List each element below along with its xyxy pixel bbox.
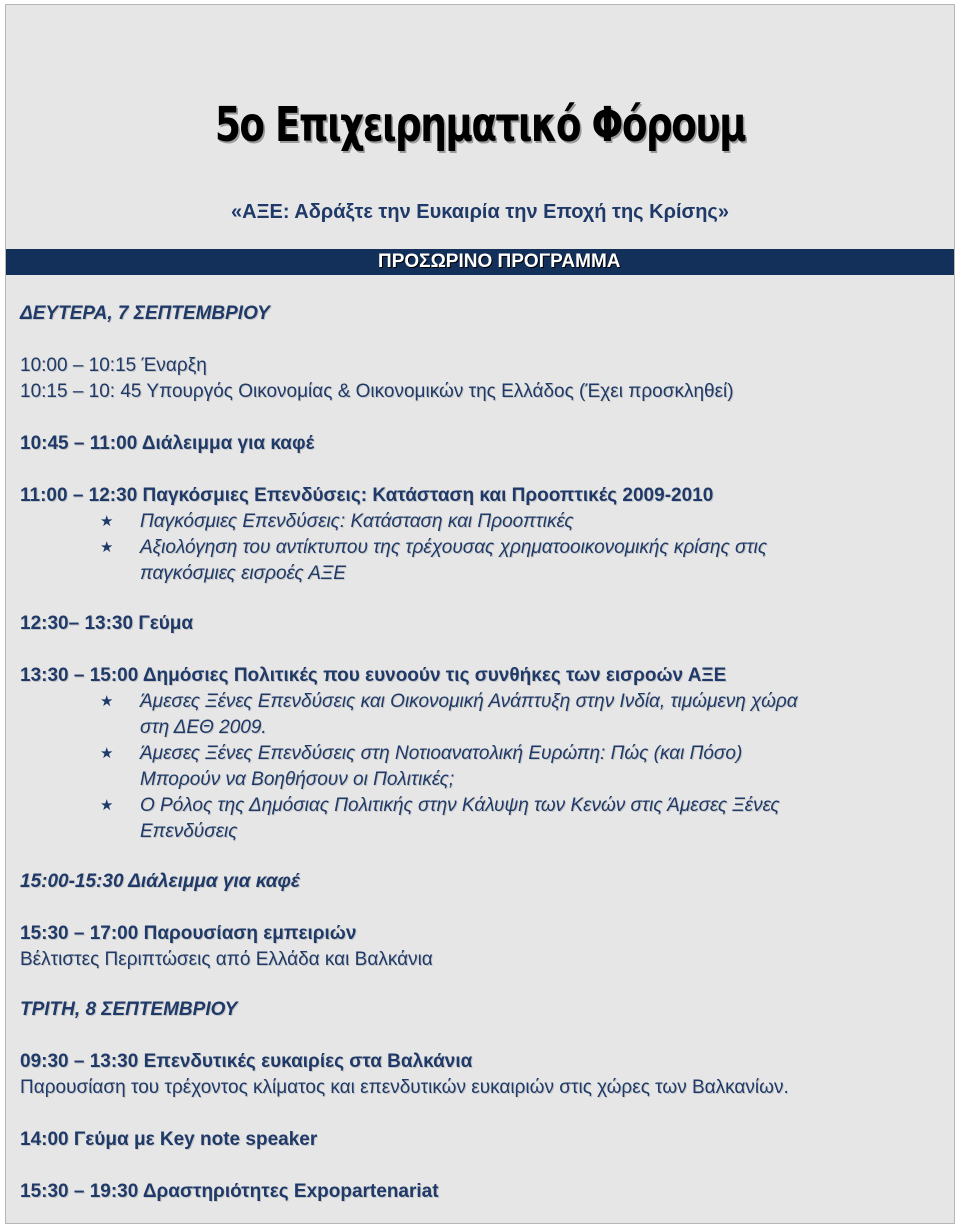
session-minister: 10:15 – 10: 45 Υπουργός Οικονομίας & Οικονομικών της Ελλάδος (Έχει προσκληθεί): [20, 381, 734, 402]
topic-crisis-impact: Αξιολόγηση του αντίκτυπου της τρέχουσας χρηματοοικονομικής κρίσης στις: [140, 537, 768, 558]
session-opening: 10:00 – 10:15 Έναρξη: [20, 355, 207, 376]
star-bullet-icon: ★: [100, 797, 114, 814]
topic-see: Άμεσες Ξένες Επενδύσεις στη Νοτιοανατολική Ευρώπη: Πώς (και Πόσο): [140, 743, 743, 764]
topic-india: Άμεσες Ξένες Επενδύσεις και Οικονομική Ανάπτυξη στην Ινδία, τιμώμενη χώρα: [140, 691, 798, 712]
session-balkans-desc: Παρουσίαση του τρέχοντος κλίματος και επενδυτικών ευκαιριών στις χώρες των Βαλκανίων.: [20, 1077, 789, 1098]
topic-global-investments: Παγκόσμιες Επενδύσεις: Κατάσταση και Προοπτικές: [140, 511, 574, 532]
topic-crisis-impact-cont: παγκόσμιες εισροές ΑΞΕ: [140, 563, 346, 584]
session-coffee-break-2: 15:00-15:30 Διάλειμμα για καφέ: [20, 871, 300, 892]
session-lunch: 12:30– 13:30 Γεύμα: [20, 613, 194, 634]
star-bullet-icon: ★: [100, 539, 114, 556]
forum-subtitle: «ΑΞΕ: Αδράξτε την Ευκαιρία την Εποχή της Κρίσης»: [231, 201, 729, 223]
document-page: [5, 4, 955, 1224]
session-experiences: 15:30 – 17:00 Παρουσίαση εμπειριών: [20, 923, 357, 944]
topic-public-policy: Ο Ρόλος της Δημόσιας Πολιτικής στην Κάλυψη των Κενών στις Άμεσες Ξένες: [140, 795, 780, 816]
session-experiences-desc: Βέλτιστες Περιπτώσεις από Ελλάδα και Βαλκάνια: [20, 949, 433, 970]
topic-india-cont: στη ΔΕΘ 2009.: [140, 717, 267, 738]
session-keynote-lunch: 14:00 Γεύμα με Key note speaker: [20, 1129, 318, 1150]
day1-heading: ΔΕΥΤΕΡΑ, 7 ΣΕΠΤΕΜΒΡΙΟΥ: [20, 303, 270, 324]
star-bullet-icon: ★: [100, 513, 114, 530]
topic-public-policy-cont: Επενδύσεις: [140, 821, 238, 842]
program-banner: ΠΡΟΣΩΡΙΝΟ ΠΡΟΓΡΑΜΜΑ: [6, 249, 954, 275]
topic-see-cont: Μπορούν να Βοηθήσουν οι Πολιτικές;: [140, 769, 455, 790]
session-global-investments: 11:00 – 12:30 Παγκόσμιες Επενδύσεις: Κατάσταση και Προοπτικές 2009-2010: [20, 485, 714, 506]
star-bullet-icon: ★: [100, 745, 114, 762]
session-expopartenariat: 15:30 – 19:30 Δραστηριότητες Expopartenariat: [20, 1181, 439, 1202]
forum-title: 5ο Επιχειρηματικό Φόρουμ: [214, 97, 746, 153]
day2-heading: ΤΡΙΤΗ, 8 ΣΕΠΤΕΜΒΡΙΟΥ: [20, 999, 238, 1020]
star-bullet-icon: ★: [100, 693, 114, 710]
session-public-policies: 13:30 – 15:00 Δημόσιες Πολιτικές που ευνοούν τις συνθήκες των εισροών ΑΞΕ: [20, 665, 727, 686]
session-balkans: 09:30 – 13:30 Επενδυτικές ευκαιρίες στα Βαλκάνια: [20, 1051, 473, 1072]
session-coffee-break-1: 10:45 – 11:00 Διάλειμμα για καφέ: [20, 433, 315, 454]
